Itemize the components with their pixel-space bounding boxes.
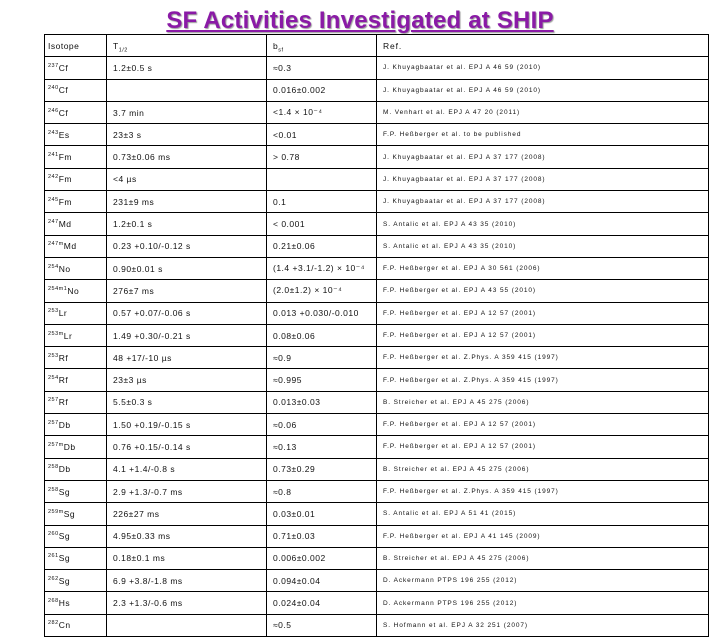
sf-branching-cell [267,124,377,146]
sf-branching-cell-text: 0.013 +0.030/-0.010 [273,308,359,319]
element-symbol: Sg [58,486,71,497]
sf-branching-cell [267,414,377,436]
sf-branching-cell-text: 0.71±0.03 [273,531,316,542]
sf-branching-cell [267,547,377,569]
half-life-cell-text: <4 µs [113,174,137,185]
table-row [45,146,709,168]
mass-number: 254 [48,375,59,382]
sf-branching-cell-text: 0.1 [273,196,287,207]
reference-cell [377,213,709,235]
sf-branching-cell [267,480,377,502]
half-life-cell [107,570,267,592]
mass-number: 247 [48,219,59,226]
reference-cell-text: F.P. Heßberger et al. EPJ A 12 57 (2001) [383,332,536,339]
reference-cell [377,547,709,569]
element-symbol: Db [58,419,71,430]
mass-number: 253m [48,330,64,337]
sf-branching-cell [267,570,377,592]
half-life-cell [107,235,267,257]
sf-branching-cell [267,146,377,168]
element-symbol: Db [63,441,76,452]
table-row [45,347,709,369]
half-life-cell-text: 0.57 +0.07/-0.06 s [113,308,191,319]
reference-cell-text: B. Streicher et al. EPJ A 45 275 (2006) [383,554,530,562]
table-row [45,79,709,101]
sf-branching-cell [267,324,377,346]
table-row [45,436,709,458]
header-sf-branching: $b_{sf}$ [267,35,377,57]
reference-cell-text: J. Khuyagbaatar et al. EPJ A 37 177 (2008) [383,153,546,161]
element-symbol: Fm [58,152,72,163]
half-life-cell [107,257,267,279]
element-symbol: No [67,285,80,296]
sf-branching-cell-text: 0.73±0.29 [273,464,316,475]
half-life-cell [107,347,267,369]
header-reference: Ref. [377,35,709,57]
half-life-cell-text: 0.18±0.1 ms [113,553,166,564]
sf-branching-cell [267,191,377,213]
mass-number: 241 [48,152,59,159]
reference-cell-text: F.P. Heßberger et al. to be published [383,131,522,139]
reference-cell-text: S. Antalic et al. EPJ A 43 35 (2010) [383,220,517,228]
half-life-cell-text: 48 +17/-10 µs [113,352,172,363]
sf-branching-cell [267,280,377,302]
sf-branching-cell-text: > 0.78 [273,152,300,163]
element-symbol: No [58,263,71,274]
element-symbol: Cf [58,62,69,73]
sf-branching-cell-text: 0.006±0.002 [273,553,326,564]
isotope-cell [45,280,107,302]
table-row [45,525,709,547]
half-life-cell [107,79,267,101]
table-row [45,213,709,235]
reference-cell [377,191,709,213]
reference-cell-text: J. Khuyagbaatar et al. EPJ A 46 59 (2010) [383,64,541,72]
half-life-cell [107,592,267,614]
half-life-cell [107,168,267,190]
sf-branching-cell-text: < 0.001 [273,219,306,230]
reference-cell [377,280,709,302]
header-isotope: Isotope [45,35,107,57]
reference-cell [377,592,709,614]
isotope-cell [45,458,107,480]
table-row [45,480,709,502]
isotope-cell [45,414,107,436]
half-life-cell-text: 0.76 +0.15/-0.14 s [113,441,191,452]
sf-activities-table [44,34,709,637]
reference-cell [377,101,709,123]
sf-branching-cell [267,503,377,525]
reference-cell-text: S. Antalic et al. EPJ A 43 35 (2010) [383,242,517,250]
reference-cell [377,347,709,369]
half-life-cell [107,458,267,480]
sf-branching-cell [267,347,377,369]
mass-number: 258 [48,464,59,471]
isotope-cell [45,257,107,279]
table-row [45,257,709,279]
reference-cell-text: F.P. Heßberger et al. EPJ A 12 57 (2001) [383,443,536,451]
reference-cell-text: J. Khuyagbaatar et al. EPJ A 37 177 (2008) [383,175,546,183]
reference-cell [377,614,709,636]
isotope-cell [45,570,107,592]
mass-number: 247m [48,241,64,248]
mass-number: 259m [48,509,64,516]
sf-branching-cell [267,458,377,480]
mass-number: 240 [48,85,59,92]
half-life-cell [107,547,267,569]
half-life-cell [107,414,267,436]
half-life-cell-text: 276±7 ms [113,285,155,296]
reference-cell [377,570,709,592]
half-life-cell-text: 2.3 +1.3/-0.6 ms [113,598,183,609]
sf-branching-cell [267,257,377,279]
element-symbol: Sg [58,575,71,586]
table-row [45,369,709,391]
reference-cell-text: F.P. Heßberger et al. Z.Phys. A 359 415 (1997) [383,376,559,384]
reference-cell [377,369,709,391]
element-symbol: Md [58,219,72,230]
element-symbol: Cn [58,620,71,631]
reference-cell-text: F.P. Heßberger et al. Z.Phys. A 359 415 (1997) [383,488,559,496]
sf-branching-cell [267,302,377,324]
sf-branching-cell [267,614,377,636]
mass-number: 237 [48,63,59,70]
half-life-cell-text: 1.50 +0.19/-0.15 s [113,419,191,430]
isotope-cell [45,525,107,547]
half-life-cell-text: 23±3 s [113,129,142,140]
isotope-cell [45,235,107,257]
sf-branching-cell-text: 0.013±0.03 [273,397,321,408]
half-life-cell-text: 23±3 µs [113,375,147,386]
table-row [45,124,709,146]
reference-cell [377,391,709,413]
isotope-cell [45,79,107,101]
table-row [45,503,709,525]
isotope-cell [45,168,107,190]
sf-branching-cell-text: 0.03±0.01 [273,508,316,519]
element-symbol: Cf [58,107,69,118]
table-row [45,191,709,213]
element-symbol: Sg [63,508,76,519]
sf-branching-cell [267,79,377,101]
half-life-cell-text: 226±27 ms [113,508,160,519]
reference-cell [377,480,709,502]
sf-branching-cell [267,592,377,614]
mass-number: 245 [48,196,59,203]
half-life-cell [107,191,267,213]
sf-branching-cell-text: ≈0.5 [273,620,292,631]
sf-branching-cell-text: 0.21±0.06 [273,241,316,252]
sf-branching-cell [267,101,377,123]
element-symbol: Rf [58,352,69,363]
reference-cell [377,503,709,525]
isotope-cell [45,614,107,636]
table-row [45,235,709,257]
half-life-cell [107,480,267,502]
mass-number: 242 [48,174,59,181]
sf-branching-cell-text: ≈0.13 [273,441,297,452]
mass-number: 243 [48,130,59,136]
mass-number: 268 [48,598,59,605]
reference-cell-text: F.P. Heßberger et al. EPJ A 43 55 (2010) [383,287,536,295]
sf-branching-cell-text: <1.4 × 10⁻⁴ [273,107,323,118]
sf-branching-cell-text: 0.016±0.002 [273,85,326,96]
sf-branching-cell-text: ≈0.9 [273,352,292,363]
half-life-cell [107,391,267,413]
reference-cell-text: D. Ackermann PTPS 196 255 (2012) [383,599,518,607]
half-life-cell [107,525,267,547]
half-life-cell [107,503,267,525]
half-life-cell [107,124,267,146]
half-life-cell-text: 5.5±0.3 s [113,397,153,408]
half-life-cell-text: 4.1 +1.4/-0.8 s [113,464,176,475]
mass-number: 261 [48,553,59,560]
element-symbol: Rf [58,397,69,408]
sf-branching-cell-text: ≈0.995 [273,375,302,386]
isotope-cell [45,191,107,213]
reference-cell [377,414,709,436]
table-row [45,57,709,79]
isotope-cell [45,436,107,458]
sf-branching-cell [267,391,377,413]
element-symbol: Fm [58,174,72,185]
table-row [45,391,709,413]
sf-branching-cell [267,436,377,458]
half-life-cell-text: 1.49 +0.30/-0.21 s [113,330,191,341]
mass-number: 258 [48,486,59,493]
reference-cell-text: F.P. Heßberger et al. EPJ A 41 145 (2009) [383,532,541,540]
half-life-cell [107,213,267,235]
mass-number: 257m [48,442,64,449]
mass-number: 282 [48,620,59,627]
sf-branching-cell-text: (1.4 +3.1/-1.2) × 10⁻⁴ [273,263,365,274]
sf-branching-cell-text: ≈0.06 [273,419,297,430]
element-symbol: Es [58,129,70,140]
sf-branching-cell [267,235,377,257]
mass-number: 254 [48,263,59,270]
element-symbol: Rf [58,375,69,386]
mass-number: 253 [48,352,59,359]
table-row [45,168,709,190]
sf-branching-cell-text: 0.094±0.04 [273,575,321,586]
sf-branching-cell-text: <0.01 [273,129,298,140]
isotope-cell [45,369,107,391]
element-symbol: Lr [58,308,68,319]
reference-cell-text: F.P. Heßberger et al. EPJ A 12 57 (2001) [383,421,536,429]
mass-number: 257 [48,419,59,426]
half-life-cell-text: 6.9 +3.8/-1.8 ms [113,575,183,586]
sf-branching-cell-text: ≈0.8 [273,486,292,497]
sf-branching-cell-text: 0.024±0.04 [273,598,321,609]
mass-number: 246 [48,107,59,114]
header-half-life: $T_{1/2}$ [107,35,267,57]
reference-cell [377,146,709,168]
reference-cell-text: S. Antalic et al. EPJ A 51 41 (2015) [383,510,517,518]
half-life-cell-text: 231±9 ms [113,196,155,207]
sf-branching-cell [267,369,377,391]
isotope-cell [45,503,107,525]
reference-cell-text: F.P. Heßberger et al. EPJ A 30 561 (2006) [383,265,541,273]
table-row [45,592,709,614]
half-life-cell-text: 2.9 +1.3/-0.7 ms [113,486,183,497]
reference-cell-text: J. Khuyagbaatar et al. EPJ A 37 177 (2008) [383,198,546,206]
reference-cell [377,124,709,146]
table-row [45,414,709,436]
sf-branching-cell [267,213,377,235]
half-life-cell [107,302,267,324]
reference-cell [377,302,709,324]
half-life-cell-text: 0.23 +0.10/-0.12 s [113,241,191,252]
sf-branching-cell-text: 0.08±0.06 [273,330,316,341]
isotope-cell [45,547,107,569]
mass-number: 254m1 [48,286,68,293]
element-symbol: Sg [58,531,71,542]
half-life-cell-text: 0.90±0.01 s [113,263,163,274]
table-row [45,324,709,346]
sf-branching-cell-text: ≈0.3 [273,62,292,73]
sf-branching-cell [267,168,377,190]
half-life-cell-text: 4.95±0.33 ms [113,531,171,542]
reference-cell-text: F.P. Heßberger et al. Z.Phys. A 359 415 (1997) [383,354,559,362]
half-life-cell-text: 1.2±0.5 s [113,62,153,73]
sf-branching-cell [267,57,377,79]
sf-branching-cell-text: (2.0±1.2) × 10⁻⁴ [273,285,343,296]
reference-cell [377,436,709,458]
half-life-cell [107,101,267,123]
table-row [45,302,709,324]
element-symbol: Cf [58,85,69,96]
reference-cell-text: B. Streicher et al. EPJ A 45 275 (2006) [383,398,530,406]
reference-cell [377,57,709,79]
reference-cell [377,235,709,257]
half-life-cell [107,146,267,168]
element-symbol: Hs [58,598,71,609]
table-row [45,101,709,123]
isotope-cell [45,391,107,413]
element-symbol: Db [58,464,71,475]
half-life-cell [107,614,267,636]
element-symbol: Lr [63,330,73,341]
table-row [45,614,709,636]
table-row [45,547,709,569]
half-life-cell-text: 1.2±0.1 s [113,219,153,230]
isotope-cell [45,302,107,324]
table-row [45,458,709,480]
reference-cell-text: D. Ackermann PTPS 196 255 (2012) [383,577,518,585]
table-header-row [45,35,709,57]
reference-cell [377,168,709,190]
isotope-cell [45,213,107,235]
element-symbol: Md [63,241,77,252]
reference-cell-text: S. Hofmann et al. EPJ A 32 251 (2007) [383,621,528,629]
isotope-cell [45,592,107,614]
half-life-cell-text: 0.73±0.06 ms [113,152,171,163]
element-symbol: Sg [58,553,71,564]
sf-branching-cell [267,525,377,547]
half-life-cell [107,280,267,302]
isotope-cell [45,347,107,369]
page-title: SF Activities Investigated at SHIP [166,7,554,34]
mass-number: 253 [48,308,59,315]
reference-cell [377,525,709,547]
table-row [45,280,709,302]
mass-number: 260 [48,531,59,538]
element-symbol: Fm [58,196,72,207]
reference-cell-text: F.P. Heßberger et al. EPJ A 12 57 (2001) [383,309,536,317]
half-life-cell [107,436,267,458]
isotope-cell [45,57,107,79]
isotope-cell [45,146,107,168]
half-life-cell [107,369,267,391]
reference-cell [377,458,709,480]
half-life-cell-text: 3.7 min [113,107,145,118]
reference-cell-text: B. Streicher et al. EPJ A 45 275 (2006) [383,465,530,473]
isotope-cell [45,324,107,346]
reference-cell [377,324,709,346]
half-life-cell [107,57,267,79]
isotope-cell [45,124,107,146]
reference-cell [377,79,709,101]
mass-number: 257 [48,397,59,404]
table-row [45,570,709,592]
isotope-cell [45,101,107,123]
mass-number: 262 [48,575,59,582]
reference-cell-text: J. Khuyagbaatar et al. EPJ A 46 59 (2010) [383,86,541,94]
reference-cell-text: M. Venhart et al. EPJ A 47 20 (2011) [383,109,521,117]
half-life-cell [107,324,267,346]
isotope-cell [45,480,107,502]
reference-cell [377,257,709,279]
